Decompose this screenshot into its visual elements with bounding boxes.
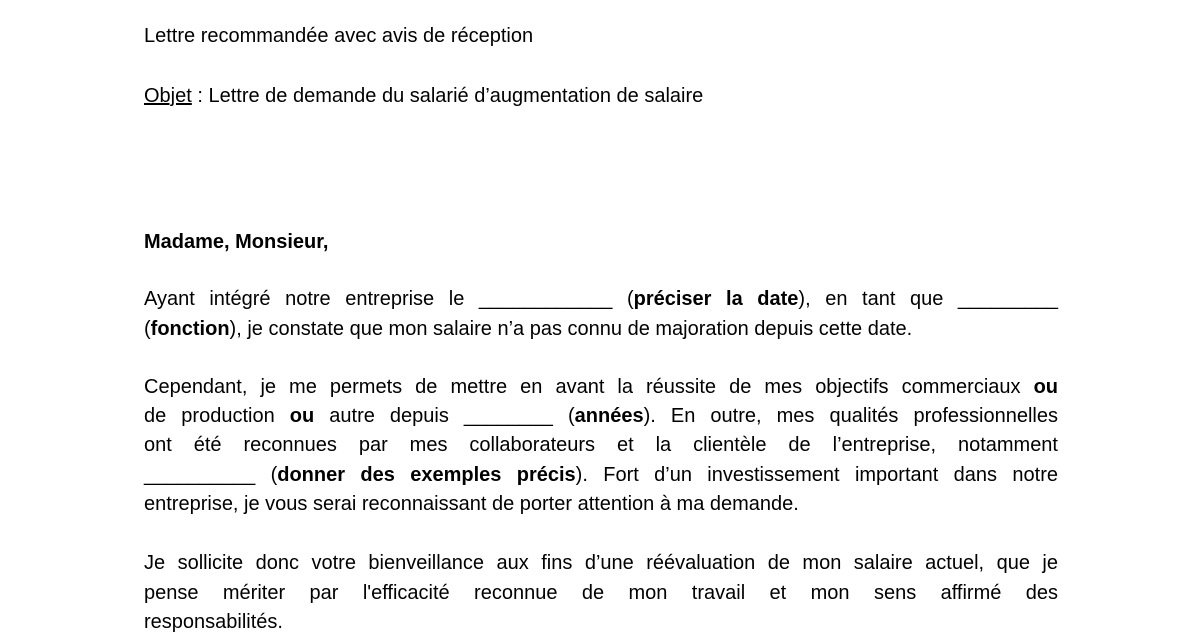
paragraph-3-line-1: Je sollicite donc votre bienveillance aux fins d’une réévaluation de mon salaire actuel, que je (144, 552, 1058, 574)
paragraph-1-line-2: (fonction), je constate que mon salaire n’a pas connu de majoration depuis cette date. (144, 318, 913, 340)
paragraph-2-line-4: __________ (donner des exemples précis). Fort d’un investissement important dans notre (144, 464, 1058, 486)
subject-text: Lettre de demande du salarié d’augmentation de salaire (208, 85, 704, 107)
subject-label: Objet (144, 85, 192, 107)
paragraph-1-line-1: Ayant intégré notre entreprise le ____________ (préciser la date), en tant que _________ (144, 288, 1059, 310)
paragraph-3-line-3: responsabilités. (144, 611, 283, 633)
paragraph-3-line-2: pense mériter par l'efficacité reconnue de mon travail et mon sens affirmé des (144, 582, 1058, 604)
paragraph-2-line-2: de production ou autre depuis ________ (années). En outre, mes qualités professionnelles (144, 405, 1058, 427)
paragraph-2-line-1: Cependant, je me permets de mettre en avant la réussite de mes objectifs commerciaux ou (144, 376, 1058, 398)
paragraph-2-line-3: ont été reconnues par mes collaborateurs et la clientèle de l’entreprise, notamment (144, 434, 1058, 456)
subject-line (144, 81, 703, 111)
letter-page (144, 0, 1059, 633)
sending-mode-line: Lettre recommandée avec avis de réception (144, 25, 534, 47)
salutation: Madame, Monsieur, (144, 231, 329, 253)
subject-separator: : (191, 85, 209, 107)
paragraph-2-line-5: entreprise, je vous serai reconnaissant de porter attention à ma demande. (144, 493, 799, 515)
